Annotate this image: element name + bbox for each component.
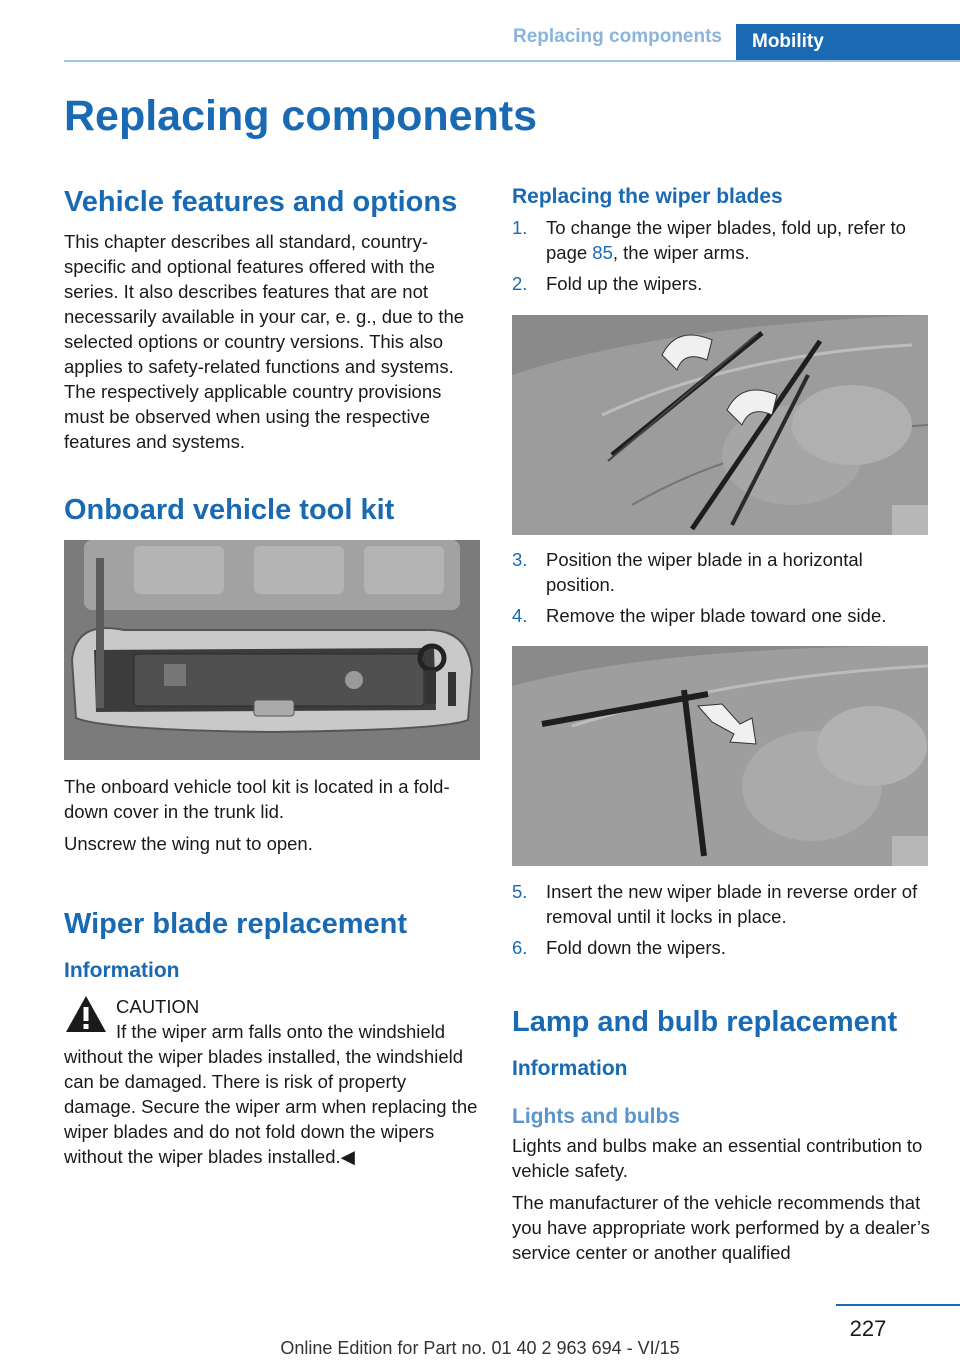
wipers-folded-up-illustration [512, 315, 928, 535]
footer-edition: Online Edition for Part no. 01 40 2 963 694 - VI/15 [280, 1338, 680, 1358]
caution-text [64, 1019, 482, 1169]
toolkit-p1: The onboard vehicle tool kit is located in a fold-down cover in the trunk lid. [64, 776, 450, 822]
page-link[interactable]: 85 [592, 242, 613, 263]
step-number: 2. [512, 273, 528, 294]
step-1 [512, 215, 930, 265]
step-3 [512, 547, 930, 597]
running-header-section: Replacing components [512, 26, 722, 47]
lamp-p2: The manufacturer of the vehicle recommends that you have appropriate work performed by a dealer’s service center or another qualified [512, 1192, 930, 1263]
wiper-steps-b [512, 547, 930, 628]
toolkit-illustration [64, 540, 480, 760]
wiper-steps-c [512, 879, 930, 960]
replacing-wiper-heading: Replacing the wiper blades [512, 185, 783, 208]
step-text: Fold up the wipers. [546, 273, 703, 294]
wipers-folded-up-image [512, 315, 928, 535]
lights-bulbs-heading: Lights and bulbs [512, 1105, 680, 1128]
step-text: Remove the wiper blade toward one side. [546, 605, 887, 626]
lamp-heading: Lamp and bulb replacement [512, 1006, 898, 1038]
wiper-blade-removal-illustration [512, 646, 928, 866]
wiper-info-heading: Information [64, 959, 180, 982]
lamp-info-heading: Information [512, 1057, 628, 1080]
caution-block [64, 994, 482, 1019]
chapter-tab: Mobility [736, 24, 960, 61]
toolkit-heading: Onboard vehicle tool kit [64, 494, 395, 526]
step-text: To change the wiper blades, fold up, refer to page [546, 217, 906, 263]
step-number: 6. [512, 937, 528, 958]
step-number: 5. [512, 881, 528, 902]
end-mark-icon: ◀ [340, 1146, 355, 1167]
header-rule [64, 60, 960, 62]
lamp-p1: Lights and bulbs make an essential contribution to vehicle safety. [512, 1135, 923, 1181]
step-number: 4. [512, 605, 528, 626]
warning-triangle-icon [64, 994, 108, 1034]
step-text: Position the wiper blade in a horizontal position. [546, 549, 863, 595]
page-number: 227 [849, 1316, 887, 1341]
page-title: Replacing components [64, 92, 538, 140]
toolkit-image [64, 540, 480, 760]
step-6 [512, 935, 930, 960]
wiper-steps-a [512, 215, 930, 296]
step-4 [512, 603, 930, 628]
step-number: 1. [512, 217, 528, 238]
step-2 [512, 271, 930, 296]
caution-label: CAUTION [116, 996, 200, 1017]
features-body: This chapter describes all standard, country-specific and optional features offered with the series. It also describes features that are not necessarily available in your car, e. g., due to the selected options or country versions. This also applies to safety-related functions and systems. The respectively applicable country provisions must be observed when using the respective features and systems. [64, 231, 465, 452]
right-column [512, 184, 930, 1265]
caution-body: If the wiper arm falls onto the windshield without the wiper blades installed, the windshield can be damaged. There is risk of property damage. Secure the wiper arm when replacing the wiper blades and do not fold down the wipers without the wiper blades installed. [64, 1021, 478, 1167]
wiper-blade-removal-image [512, 646, 928, 866]
step-text: Insert the new wiper blade in reverse order of removal until it locks in place. [546, 881, 918, 927]
step-number: 3. [512, 549, 528, 570]
wiper-heading: Wiper blade replacement [64, 908, 408, 940]
step-5 [512, 879, 930, 929]
footer-rule [836, 1304, 960, 1306]
left-column [64, 184, 482, 1169]
features-heading: Vehicle features and options [64, 186, 458, 218]
step-text: Fold down the wipers. [546, 937, 726, 958]
step-text: , the wiper arms. [612, 242, 750, 263]
toolkit-p2: Unscrew the wing nut to open. [64, 833, 313, 854]
